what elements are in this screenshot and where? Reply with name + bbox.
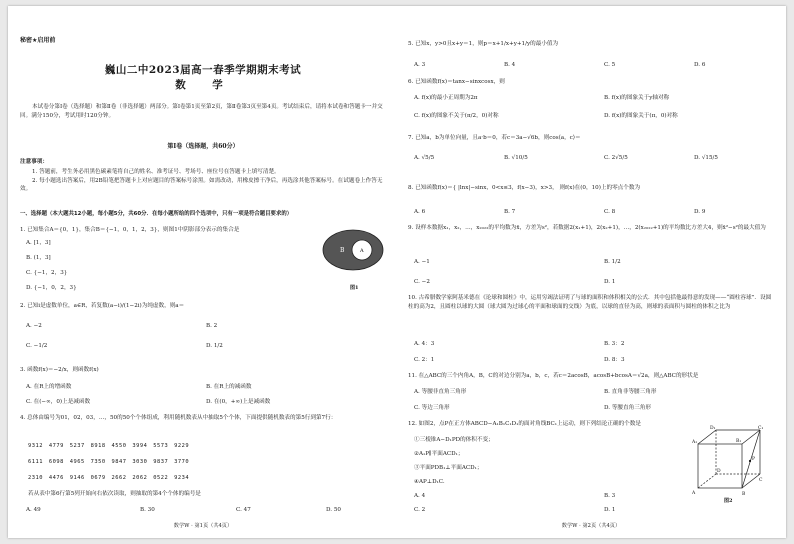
q12-item-2: ②A₁P∥平面ACD₁；: [414, 451, 464, 457]
q2-option-b: B. 2: [206, 323, 218, 329]
question-6: 6. 已知函数f(x)＝tanx−sinxcosx，则: [408, 79, 505, 85]
q9-option-c: C. −2: [414, 279, 430, 285]
q1-option-d: D. {−1，0，2，3}: [26, 285, 77, 291]
q8-option-d: D. 9: [694, 209, 706, 215]
q4-option-b: B. 30: [140, 507, 155, 513]
venn-diagram: [320, 226, 386, 278]
random-table-row-5: 9312 4779 5237 8918 4550 3994 5573 9229: [28, 443, 190, 449]
confidential-mark: 秘密★启用前: [20, 37, 56, 44]
question-2: 2. 已知i是虚数单位，a∈R，若复数(a−i)/(1−2i)为纯虚数，则a＝: [20, 303, 185, 309]
label-b: B: [742, 492, 746, 496]
q5-option-a: A. 3: [414, 62, 426, 68]
q12-item-4: ④AP⊥D₁C.: [414, 479, 445, 485]
question-10: 10. 古希腊数学家阿基米德在《论球和圆柱》中，运用穷竭法证明了与球的面积和体积相关的公式．其中包括他最得意的发现——“圆柱容球”．设圆柱的高为2，且圆柱以球的大圆（球大圆为过球心的平面和球面的交线）为底，以球的直径为高，则球的表面积与圆柱的体积之比为: [408, 295, 772, 310]
question-7: 7. 已知a，b为单位向量，且a·b＝0，若c＝3a−√6b，则cos⟨a，c⟩＝: [408, 135, 581, 141]
label-c1: C₁: [758, 426, 764, 431]
q5-option-c: C. 5: [604, 62, 616, 68]
q11-option-b: B. 直角非等腰三角形: [604, 389, 657, 395]
label-b1: B₁: [736, 439, 742, 444]
question-5: 5. 已知x，y>0且x+y＝1，则p＝x+1/x+y+1/y的最小值为: [408, 41, 559, 47]
page-2-footer: 数学W · 第2页（共4页）: [561, 523, 621, 529]
note-2: 2. 每小题选出答案后，用2B铅笔把答题卡上对应题目的答案标号涂黑。如需改动，用橡皮擦干净后，再选涂其他答案标号。在试题卷上作答无效。: [20, 177, 383, 193]
q1-option-c: C. {−1，2，3}: [26, 270, 68, 276]
q7-option-d: D. √15/5: [694, 155, 718, 161]
q6-option-d: D. f(x)的图象关于(π，0)对称: [604, 113, 678, 119]
q12-option-b: B. 3: [604, 493, 616, 499]
cube-figure: [692, 424, 764, 496]
q7-option-a: A. √5/5: [414, 155, 435, 161]
page-1: [20, 6, 386, 538]
part-1-heading: 第Ⅰ卷（选择题，共60分）: [167, 143, 239, 150]
q8-option-c: C. 8: [604, 209, 616, 215]
q5-option-d: D. 6: [694, 62, 706, 68]
question-9: 9. 设样本数据x₁，x₂，…，x₂₀₂₂的平均数为x̄，方差为s²，若数据2(x₁+1)，2(x₂+1)，…，2(x₂₀₂₂+1)的平均数比方差大4，则x̄²−s²的最大值为: [408, 225, 766, 231]
note-1: 1. 答题前，考生务必用黑色碳素笔将自己的姓名、准考证号、考场号、座位号在答题卡上填写清楚。: [32, 169, 280, 175]
diagonal-bc1: [742, 430, 760, 488]
q12-item-3: ③平面PDB₁⊥平面ACD₁；: [414, 465, 483, 471]
q2-option-a: A. −2: [26, 323, 42, 329]
q12-option-a: A. 4: [414, 493, 426, 499]
q9-option-b: B. 1/2: [604, 259, 621, 265]
q2-option-d: D. 1/2: [206, 343, 223, 349]
q12-option-c: C. 2: [414, 507, 426, 513]
section-1-heading: 一、选择题（本大题共12小题，每小题5分，共60分．在每小题所给的四个选项中，只有一项是符合题目要求的）: [20, 211, 293, 217]
exam-sheet: [8, 6, 786, 538]
label-c: C: [759, 478, 763, 483]
q7-option-c: C. 2√5/5: [604, 155, 628, 161]
label-p: P: [752, 457, 756, 462]
question-4-tail: 若从表中第6行第5列开始向右依次读取，则抽取的第4个个体的编号是: [28, 491, 201, 497]
q10-option-a: A. 4：3: [414, 341, 435, 347]
q3-option-d: D. 在(0，+∞)上是减函数: [206, 399, 271, 405]
notes: [20, 168, 386, 194]
q4-option-a: A. 49: [26, 507, 41, 513]
question-4: 4. 总体由编号为01，02，03，…，50的50个个体组成，利用随机数表从中抽取5个个体，下面提供随机数表的第5行到第7行：: [20, 415, 337, 421]
notes-heading: 注意事项：: [20, 159, 48, 165]
label-d1: D₁: [710, 426, 716, 431]
label-a1: A₁: [692, 440, 698, 445]
q1-option-b: B. (1，3]: [26, 255, 51, 261]
question-1: 1. 已知集合A＝{0，1}，集合B＝{−1，0，1，2，3}，则图1中阴影部分表示的集合是: [20, 227, 240, 233]
page-2: [408, 6, 774, 538]
q6-option-a: A. f(x)的最小正周期为2π: [414, 95, 478, 101]
question-12: 12. 如图2，点P在正方体ABCD−A₁B₁C₁D₁的面对角线BC₁上运动，则下列结论正确的个数是: [408, 421, 641, 427]
q10-option-c: C. 2：1: [414, 357, 435, 363]
cube-edge: [742, 430, 760, 444]
q12-option-d: D. 1: [604, 507, 616, 513]
figure-1-caption: 图1: [350, 285, 359, 291]
q2-option-c: C. −1/2: [26, 343, 48, 349]
random-table-row-7: 2310 4476 9146 0679 2662 2062 0522 9234: [28, 475, 190, 481]
q10-option-d: D. 8：3: [604, 357, 625, 363]
q9-option-a: A. −1: [414, 259, 430, 265]
q12-item-1: ①三棱锥A−D₁PD的体积不变；: [414, 437, 494, 443]
q7-option-b: B. √10/5: [504, 155, 528, 161]
q11-option-c: C. 等边三角形: [414, 405, 450, 411]
random-table-row-6: 6111 6098 4965 7350 9847 3030 9837 3770: [28, 459, 190, 465]
cube-edge: [698, 430, 716, 444]
cube-hidden-edge: [698, 474, 716, 488]
q10-option-b: B. 3：2: [604, 341, 625, 347]
venn-label-a: A: [360, 248, 364, 254]
q8-option-a: A. 6: [414, 209, 426, 215]
q9-option-d: D. 1: [604, 279, 616, 285]
question-3: 3. 函数f(x)＝−2/x，则函数f(x): [20, 367, 99, 373]
venn-label-b: B: [340, 247, 345, 254]
q3-option-c: C. 在(−∞，0)上是减函数: [26, 399, 91, 405]
q4-option-c: C. 47: [236, 507, 251, 513]
point-p: [749, 460, 751, 462]
exam-intro: 本试卷分第Ⅰ卷（选择题）和第Ⅱ卷（非选择题）两部分。第Ⅰ卷第1页至第2页，第Ⅱ卷第3页至第4页。考试结束后，请将本试卷和答题卡一并交回。满分150分，考试用时120分钟。: [20, 104, 383, 119]
exam-subject: 数 学: [175, 79, 231, 91]
cube-edge: [742, 474, 760, 488]
q6-option-c: C. f(x)的图象不关于(π/2，0)对称: [414, 113, 499, 119]
q5-option-b: B. 4: [504, 62, 516, 68]
page-1-footer: 数学W · 第1页（共4页）: [173, 523, 233, 529]
label-d: D: [717, 469, 721, 474]
q6-option-b: B. f(x)的图象关于y轴对称: [604, 95, 670, 101]
q3-option-b: B. 在R上的减函数: [206, 384, 252, 390]
label-a: A: [692, 491, 696, 496]
cube-front-face: [698, 444, 742, 488]
q3-option-a: A. 在R上的增函数: [26, 384, 72, 390]
q4-option-d: D. 50: [326, 507, 341, 513]
q8-option-b: B. 7: [504, 209, 516, 215]
exam-title: 巍山二中2023届高一春季学期期末考试: [104, 64, 302, 76]
question-11: 11. 在△ABC的三个内角A，B，C的对边分别为a，b，c，若c＝2acosB，acosB+bcosA＝√2a，则△ABC的形状是: [408, 373, 699, 379]
figure-2-caption: 图2: [724, 498, 733, 504]
q11-option-d: D. 等腰直角三角形: [604, 405, 651, 411]
q1-option-a: A. [1，3]: [26, 240, 51, 246]
question-8: 8. 已知函数f(x)＝{ |lnx|−sinx，0<x≤3，f(x−3)，x>3， 则f(x)在(0，10)上的零点个数为: [408, 185, 641, 191]
q11-option-a: A. 等腰非直角三角形: [414, 389, 467, 395]
